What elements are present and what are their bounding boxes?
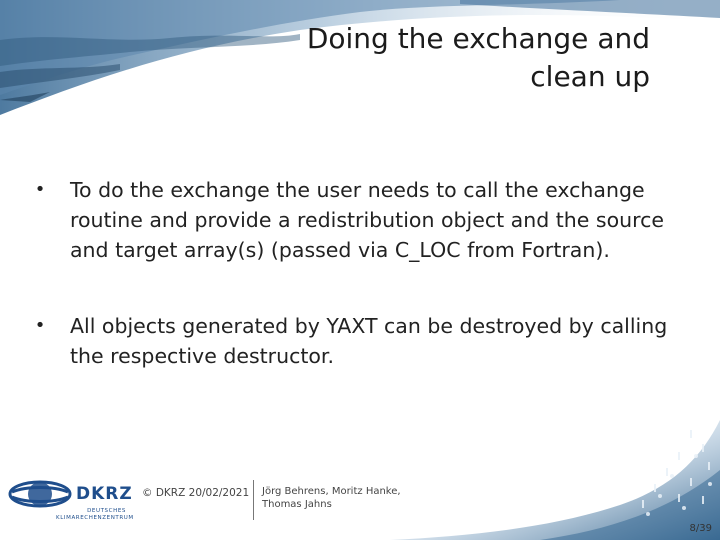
- slide-title-line1: Doing the exchange and: [306, 22, 650, 55]
- logo-subtitle-line1: DEUTSCHES: [87, 508, 126, 514]
- logo-wordmark: DKRZ: [76, 484, 133, 504]
- logo-subtitle-line2: KLIMARECHENZENTRUM: [56, 514, 134, 521]
- bullet-list: [30, 175, 680, 371]
- footer-divider: [253, 480, 254, 520]
- bullet-text: All objects generated by YAXT can be destroyed by calling the respective destructor.: [70, 314, 668, 368]
- slide-title-line2: clean up: [530, 60, 650, 93]
- bullet-icon: •: [34, 179, 46, 200]
- logo-subtitle: [56, 508, 134, 521]
- page-number: 8/39: [689, 523, 712, 534]
- bullet-text: To do the exchange the user needs to call the exchange routine and provide a redistribution object and the source and target array(s) (passed via C_LOC from Fortran).: [70, 178, 664, 262]
- slide-title: [230, 20, 650, 96]
- authors-text: Jörg Behrens, Moritz Hanke, Thomas Jahns: [262, 486, 401, 510]
- footer-data-stream-image: [390, 410, 720, 540]
- bullet-icon: •: [34, 315, 46, 336]
- copyright-text: © DKRZ 20/02/2021: [142, 487, 250, 499]
- bullet-item-exchange: [30, 175, 680, 265]
- bullet-item-destroy: [30, 311, 680, 371]
